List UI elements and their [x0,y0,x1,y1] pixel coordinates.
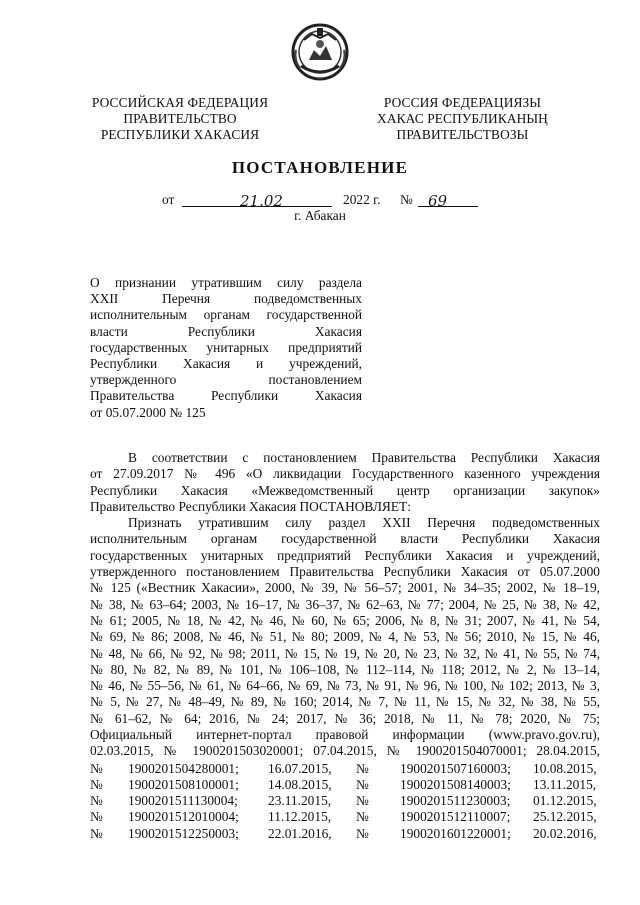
registry-date: 25.12.2015, [533,809,597,825]
decision-line: № 125 («Вестник Хакасии», 2000, № 39, № 56–57; 2001, № 34–35; 2002, № 18–19, [90,580,600,596]
header-right-line: ПРАВИТЕЛЬСТВОЗЫ [396,127,529,142]
registry-date: 01.12.2015, [533,793,597,809]
date-line [162,190,492,210]
registry-code: 1900201512250003; [128,825,239,841]
header-right [365,95,560,143]
decision-line: Официальный интернет-портал правовой информации (www.pravo.gov.ru), [90,727,600,743]
registry-number-sign: № [356,793,369,809]
decision-line: утвержденного постановлением Правительства Республики Хакасия от 05.07.2000 [90,564,600,580]
subject-line: утвержденного постановлением [90,372,362,388]
registry-date: 11.12.2015, [268,809,332,825]
header-left-line: РЕСПУБЛИКИ ХАКАСИЯ [100,127,260,142]
decision-line: № 80, № 82, № 89, № 101, № 106–108, № 112–114, № 118; 2012, № 2, № 13–14, [90,661,600,677]
registry-code: 1900201512010004; [128,809,239,825]
registry-number-sign: № [356,809,369,825]
registry-code: 1900201504280001; [128,760,239,776]
subject-line: Республики Хакасия и учреждений, [90,355,362,371]
registry-code: 1900201601220001; [400,825,511,841]
decision-line: № 46, № 55–56, № 61, № 64–66, № 69, № 73, № 91, № 96, № 100, № 102; 2013, № 3, [90,678,600,694]
registry-number-sign: № [356,760,369,776]
subject-block [90,275,362,421]
decision-line: исполнительным органам государственной власти Республики Хакасия [90,531,600,547]
handwritten-number: 69 [428,192,448,210]
decision-line: № 61–62, № 64; 2016, № 24; 2017, № 36; 2018, № 11, № 78; 2020, № 75; [90,710,600,726]
decision-line: Признать утратившим силу раздел XXII Перечня подведомственных [128,515,600,531]
registry-number-sign: № [356,776,369,792]
header-left [80,95,280,143]
registry-date: 16.07.2015, [268,760,332,776]
republic-of-khakassia-coat-of-arms-icon [290,20,350,84]
registry-row [90,777,600,793]
decision-line: № 69, № 86; 2008, № 46, № 51, № 80; 2009, № 4, № 53, № 56; 2010, № 15, № 46, [90,629,600,645]
subject-line: XXII Перечня подведомственных [90,291,362,307]
decision-line: 02.03.2015, № 1900201503020001; 07.04.2015, № 1900201504070001; 28.04.2015, [90,743,600,759]
registry-code: 1900201507160003; [400,760,511,776]
preamble-line: от 27.09.2017 № 496 «О ликвидации Государственного казенного учреждения [90,466,600,482]
decision-line: государственных унитарных предприятий Республики Хакасия и учреждений, [90,547,600,563]
registry-date: 22.01.2016, [268,825,332,841]
registry-code: 1900201511130004; [128,793,238,809]
number-underline [418,206,478,207]
registry-code: 1900201508100001; [128,776,239,792]
header-left-line: ПРАВИТЕЛЬСТВО [123,111,237,126]
registry-number-sign: № [356,825,369,841]
subject-line: Правительства Республики Хакасия [90,388,362,404]
registry-code: 1900201512110007; [400,809,511,825]
handwritten-date: 21.02 [240,192,283,210]
date-year: 2022 г. [343,192,381,207]
document-title: ПОСТАНОВЛЕНИЕ [231,158,409,177]
registry-row [90,761,600,777]
registry-date: 14.08.2015, [268,776,332,792]
document-body [90,450,600,760]
preamble-line: Правительство Республики Хакасия ПОСТАНОВЛЯЕТ: [90,498,411,514]
registry-row [90,809,600,825]
header-right-line: ХАКАС РЕСПУБЛИКАНЫҢ [377,111,548,126]
decision-line: № 61; 2005, № 18, № 42, № 46, № 60, № 65; 2006, № 8, № 31; 2007, № 41, № 54, [90,612,600,628]
decision-line: № 38, № 63–64; 2003, № 16–17, № 36–37, № 62–63, № 77; 2004, № 25, № 38, № 42, [90,596,600,612]
preamble-line: В соответствии с постановлением Правительства Республики Хакасия [128,450,600,465]
registry-number-sign: № [90,776,103,792]
registry-number-sign: № [90,760,103,776]
registry-date: 13.11.2015, [533,776,597,792]
registry-row [90,793,600,809]
subject-line: исполнительным органам государственной [90,307,362,323]
subject-line: от 05.07.2000 № 125 [90,404,206,420]
registry-number-sign: № [90,825,103,841]
subject-line: государственных унитарных предприятий [90,339,362,355]
registry-date: 20.02.2016, [533,825,597,841]
subject-line: О признании утратившим силу раздела [90,275,362,290]
city-line: г. Абакан [294,208,346,223]
decision-line: № 48, № 66, № 92, № 98; 2011, № 15, № 19, № 20, № 23, № 32, № 41, № 55, № 74, [90,645,600,661]
registry-number-sign: № [90,809,103,825]
number-sign: № [400,192,413,207]
registry-date: 23.11.2015, [268,793,332,809]
date-prefix: от [162,192,175,207]
registry-row [90,826,600,842]
registry-code: 1900201508140003; [400,776,511,792]
decision-line: № 5, № 27, № 48–49, № 89, № 160; 2014, № 7, № 11, № 15, № 32, № 38, № 55, [90,694,600,710]
preamble-line: Республики Хакасия «Межведомственный центр организации закупок» [90,482,600,498]
header-left-line: РОССИЙСКАЯ ФЕДЕРАЦИЯ [91,95,269,110]
registry-date: 10.08.2015, [533,760,597,776]
header-right-line: РОССИЯ ФЕДЕРАЦИЯЗЫ [383,95,542,110]
registry-number-sign: № [90,793,103,809]
subject-line: власти Республики Хакасия [90,323,362,339]
registry-code: 1900201511230003; [400,793,511,809]
